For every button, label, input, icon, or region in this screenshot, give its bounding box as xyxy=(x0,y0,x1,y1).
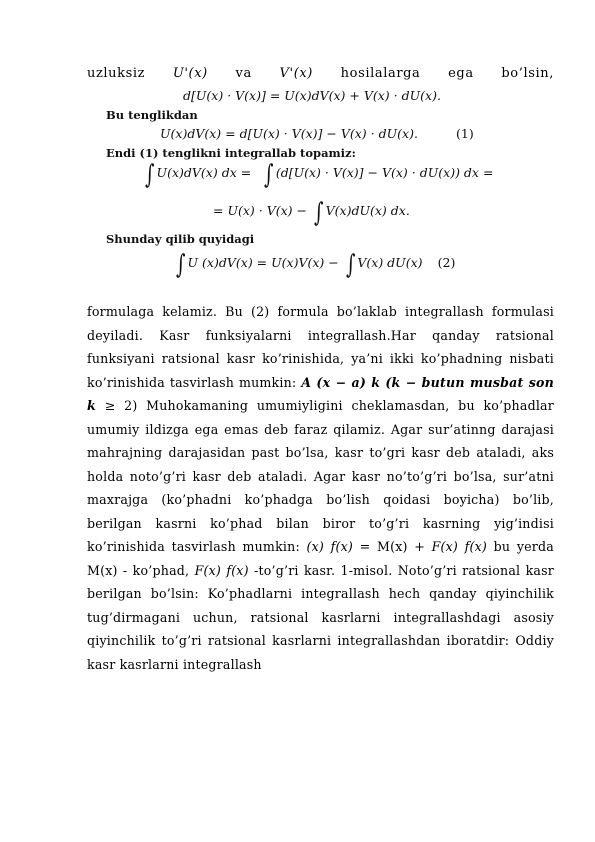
fraction-expression: F(x) f(x) xyxy=(431,539,488,554)
equation-2 xyxy=(174,250,455,280)
intro-word: ega xyxy=(448,66,474,81)
intro-line xyxy=(87,66,554,81)
fraction-expression: (x) f(x) xyxy=(306,539,354,554)
equation-1-number: (1) xyxy=(456,126,474,141)
fraction-expression: F(x) f(x) xyxy=(194,562,249,578)
paragraph-text: -to’g’ri kasr. 1-misol. Noto’g’ri ratsional kasr berilgan bo’lsin: Ko’phadlarni integrallash hech qanday qiyinchilik tug’dirmagani uchun, ratsional kasrlarni integrallashdagi asosiy qiyinchilik to’g’ri ratsional kasrlarni integrallashdan iboratdir: Oddiy kasr kasrlarni integrallash xyxy=(87,562,554,672)
intro-word: bo’lsin, xyxy=(501,66,554,81)
body-paragraph xyxy=(87,300,554,676)
integral-sign: ∫ xyxy=(314,198,324,228)
paragraph-text: = M(x) + xyxy=(359,539,425,554)
integral-result: = U(x) · V(x) − xyxy=(213,203,307,218)
equation-differential: d[U(x) · V(x)] = U(x)dV(x) + V(x) · dU(x). xyxy=(183,88,441,103)
intro-word: hosilalarga xyxy=(340,66,421,81)
integral-sign: ∫ xyxy=(176,250,186,280)
paragraph-text: ≥ 2) Muhokamaning umumiyligini cheklamasdan, bu ko’phadlar umumiy ildizga ega emas deb faraz qilamiz. Agar sur’atinng darajasi mahrajning darajasidan past bo’lsa, kasr to’gri kasr deb ataladi, aks holda noto’g’ri kasr deb ataladi. Agar kasr no’to’g’ri bo’lsa, sur’atni maxrajga (ko’phadni ko’phadga bo’lish qoidasi boyicha) bo’lib, berilgan kasrni ko’phad bilan biror to’g’ri kasrning yig’indisi ko’rinishida tasvirlash mumkin: xyxy=(87,398,554,554)
paragraph-text: formulaga kelamiz. Bu (2) formula bo’laklab integrallash formulasi deyiladi. Kasr funksiyalarni integrallash.Har qanday ratsional funksiyani ratsional kasr ko’rinishida, ya’ni ikki ko’phadning nisbati ko’rinishida tasvirlash mumkin: xyxy=(87,304,554,390)
integral-rhs: (d[U(x) · V(x)] − V(x) · dU(x)) dx = xyxy=(275,165,494,180)
integral-remainder: V(x)dU(x) dx. xyxy=(325,203,410,218)
equation-2-lhs: U (x)dV(x) = U(x)V(x) − xyxy=(187,255,339,270)
integral-line-1 xyxy=(143,160,493,190)
intro-word: va xyxy=(235,66,252,81)
integral-sign: ∫ xyxy=(145,160,155,190)
equation-1: U(x)dV(x) = d[U(x) · V(x)] − V(x) · dU(x). xyxy=(160,126,418,141)
equation-2-number: (2) xyxy=(437,255,456,270)
equation-2-rhs: V(x) dU(x) xyxy=(357,255,423,270)
u-prime-expression: U'(x) xyxy=(172,66,208,81)
integral-line-2 xyxy=(213,198,410,228)
text-bu-tenglikdan: Bu tenglikdan xyxy=(106,108,198,122)
fraction-expression: A (x − a) k (k − butun musbat son k xyxy=(87,374,554,413)
integral-sign: ∫ xyxy=(345,250,356,280)
text-endi: Endi (1) tenglikni integrallab topamiz: xyxy=(106,146,356,160)
integral-lhs: U(x)dV(x) dx = xyxy=(156,165,252,180)
v-prime-expression: V'(x) xyxy=(279,66,313,81)
text-shunday: Shunday qilib quyidagi xyxy=(106,232,255,246)
intro-word: uzluksiz xyxy=(87,66,146,81)
paragraph-text: bu yerda M(x) - ko’phad, xyxy=(87,539,554,578)
integral-sign: ∫ xyxy=(264,160,274,190)
